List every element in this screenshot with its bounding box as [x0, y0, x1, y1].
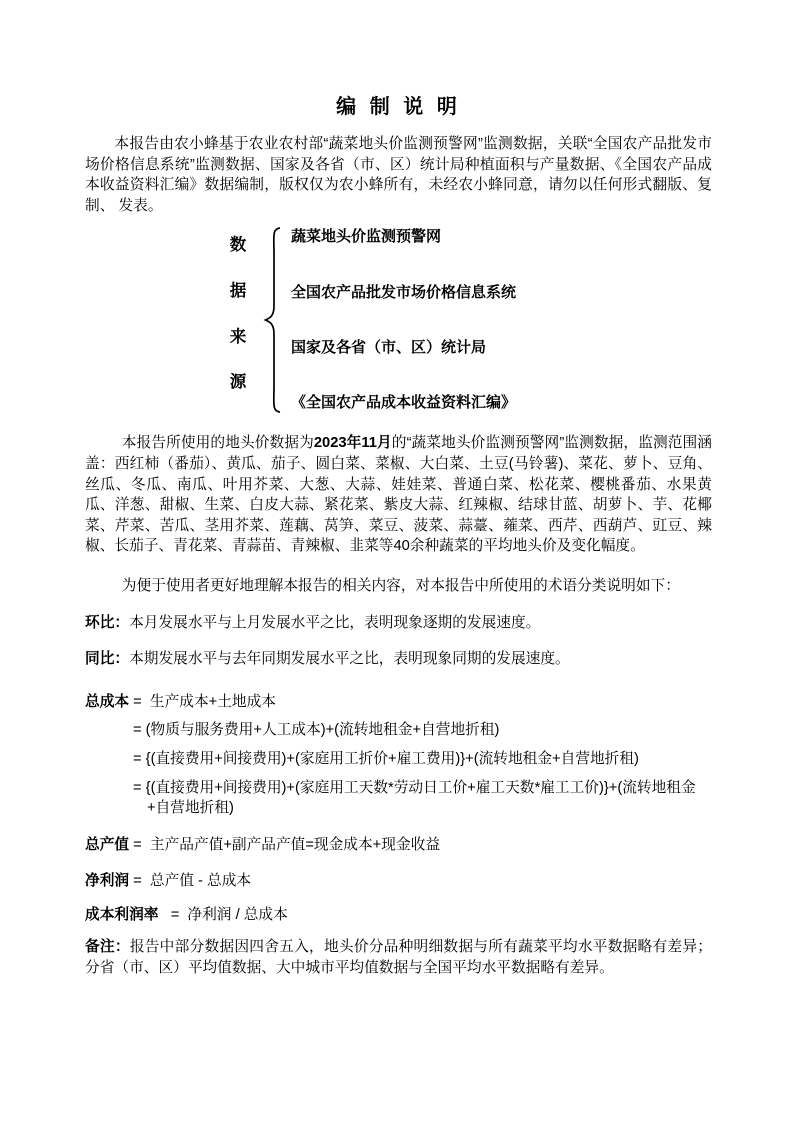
curly-brace — [263, 226, 283, 414]
formula-cost-profit-rate-text: = 净利润 / 总成本 — [158, 906, 288, 923]
note-paragraph — [85, 937, 712, 978]
scope-date-bold: 2023年11月 — [313, 435, 392, 452]
intro-paragraph: 本报告由农小蜂基于农业农村部“蔬菜地头价监测预警网”监测数据，关联“全国农产品批发市场价格信息系统”监测数据、国家及各省（市、区）统计局种植面积与产量数据、《全国农产品成本收益资料汇编》数据编制，版权仅为农小蜂所有，未经农小蜂同意，请勿以任何形式翻版、复制、 发表。 — [85, 136, 712, 214]
data-sources-label-char: 源 — [229, 373, 247, 392]
data-sources-label-char: 数 — [229, 236, 247, 255]
scope-text-suffix: 的“蔬菜地头价监测预警网”监测数据，监测范围涵盖：西红柿（番茄）、黄瓜、茄子、圆白菜、菜椒、大白菜、土豆(马铃薯)、菜花、萝卜、豆角、丝瓜、冬瓜、南瓜、叶用芥菜、大葱、大蒜、娃娃菜、普通白菜、松花菜、樱桃番茄、水果黄瓜、洋葱、甜椒、生菜、白皮大蒜、紧花菜、紫皮大蒜、红辣椒、结球甘蓝、胡萝卜、芋、花椰菜、芹菜、苦瓜、茎用芥菜、莲藕、莴笋、菜豆、菠菜、蒜薹、蕹菜、西芹、西葫芦、豇豆、辣椒、长茄子、青花菜、青蒜苗、青辣椒、韭菜等40余种蔬菜的平均地头价及变化幅度。 — [85, 435, 712, 555]
scope-text-prefix: 本报告所使用的地头价数据为 — [121, 435, 314, 452]
formula-total-value — [85, 835, 712, 856]
data-source-item: 《全国农产品成本收益资料汇编》 — [291, 394, 517, 412]
data-sources-label-char: 据 — [229, 282, 247, 301]
formula-total-value-label: 总产值 — [85, 836, 130, 853]
term-tongbi-text: 本期发展水平与去年同期发展水平之比，表明现象同期的发展速度。 — [129, 651, 570, 668]
formula-cost-profit-rate — [85, 905, 712, 926]
data-sources-diagram — [228, 226, 712, 414]
formula-total-cost-line3: = {(直接费用+间接费用)+(家庭用工折价+雇工费用)}+(流转地租金+自营地折租) — [133, 750, 639, 767]
formula-cost-profit-rate-label: 成本利润率 — [85, 906, 159, 923]
formula-net-profit-label: 净利润 — [85, 873, 130, 890]
data-source-item: 国家及各省（市、区）统计局 — [291, 339, 487, 357]
formula-total-value-text: = 主产品产值+副产品产值=现金成本+现金收益 — [129, 836, 441, 853]
note-label: 备注： — [85, 939, 130, 956]
term-tongbi-label: 同比： — [85, 651, 130, 668]
formula-total-cost — [85, 692, 712, 819]
formula-total-cost-line1 — [85, 692, 712, 713]
term-huanbi-label: 环比： — [85, 614, 130, 631]
data-source-item: 全国农产品批发市场价格信息系统 — [291, 283, 517, 301]
formula-net-profit-text: = 总产值 - 总成本 — [129, 873, 252, 890]
scope-paragraph — [85, 433, 712, 557]
term-huanbi-text: 本月发展水平与上月发展水平之比，表明现象逐期的发展速度。 — [129, 614, 541, 631]
data-sources-list — [291, 226, 516, 414]
term-huanbi — [85, 613, 712, 634]
formula-total-cost-first-text: = 生产成本+土地成本 — [129, 693, 276, 710]
formula-total-cost-label: 总成本 — [85, 693, 130, 710]
page-title: 编 制 说 明 — [336, 96, 461, 118]
note-text: 报告中部分数据因四舍五入，地头价分品种明细数据与所有蔬菜平均水平数据略有差异；分省（市、区）平均值数据、大中城市平均值数据与全国平均水平数据略有差异。 — [85, 939, 712, 977]
formula-total-cost-line4: = {(直接费用+间接费用)+(家庭用工天数*劳动日工价+雇工天数*雇工工价)}+(流转地租金+自营地折租) — [133, 779, 696, 817]
data-sources-label-char: 来 — [229, 327, 247, 346]
data-sources-label — [228, 226, 248, 414]
data-source-item: 蔬菜地头价监测预警网 — [291, 228, 442, 246]
formula-net-profit — [85, 871, 712, 892]
formula-total-cost-line2: = (物质与服务费用+人工成本)+(流转地租金+自营地折租) — [133, 722, 500, 739]
term-tongbi — [85, 649, 712, 670]
terms-intro-paragraph: 为便于使用者更好地理解本报告的相关内容，对本报告中所使用的术语分类说明如下： — [121, 577, 680, 594]
